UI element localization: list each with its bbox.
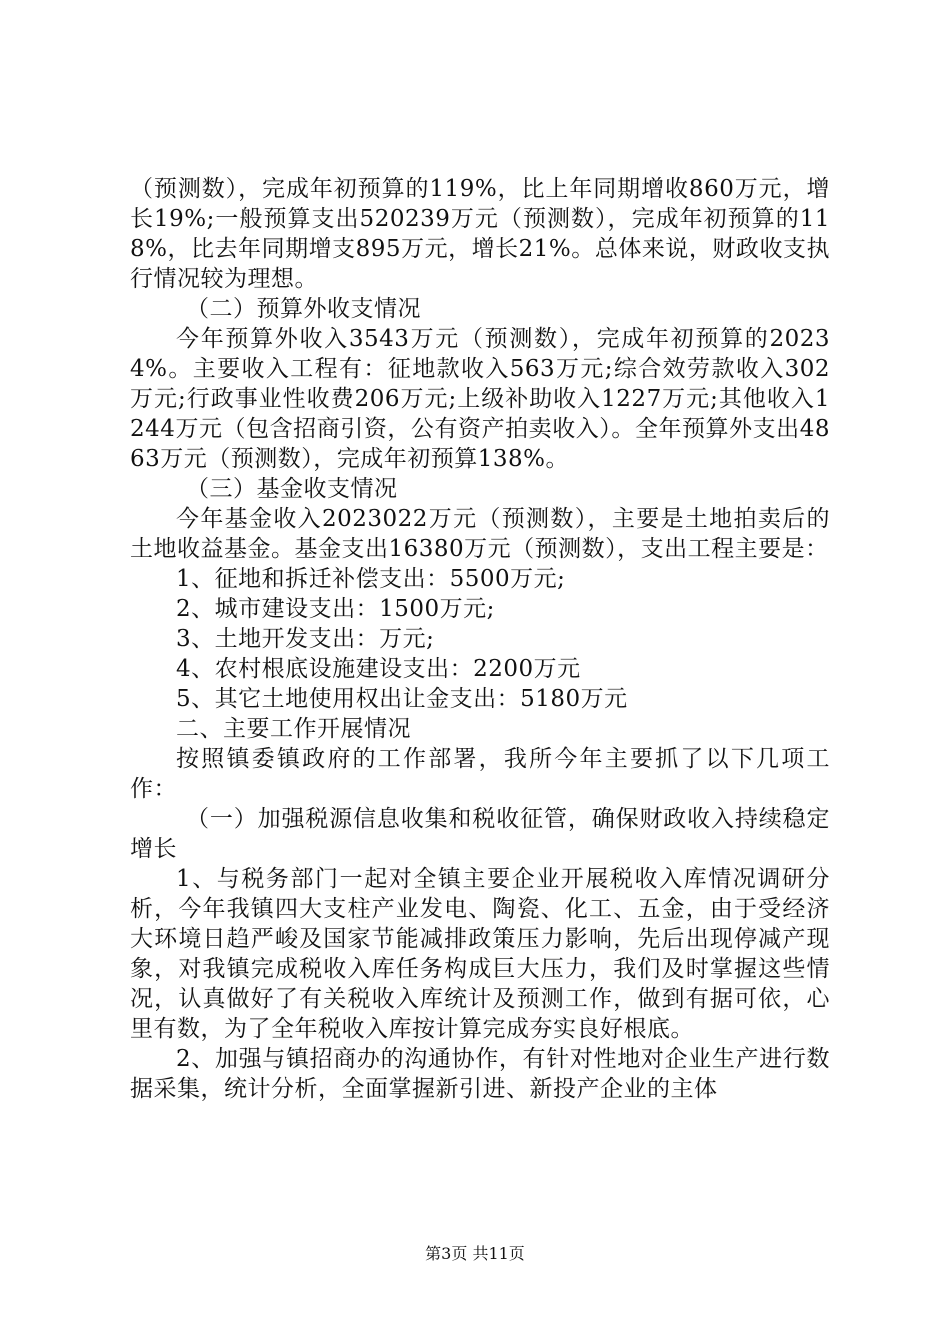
paragraph-work-intro: 按照镇委镇政府的工作部署，我所今年主要抓了以下几项工作：	[130, 746, 830, 802]
list-item-expense-1: 1、征地和拆迁补偿支出：5500万元;	[176, 566, 566, 592]
heading-extra-budget: （二）预算外收支情况	[186, 296, 421, 322]
page-number-footer: 第3页 共11页	[425, 1244, 525, 1263]
paragraph-budget-summary: （预测数），完成年初预算的119%，比上年同期增收860万元，增长19%;一般预算支出520239万元（预测数），完成年初预算的118%，比去年同期增支895万元，增长21%。总体来说，财政收支执行情况较为理想。	[130, 176, 830, 292]
document-body	[130, 174, 830, 1104]
paragraph-extra-budget: 今年预算外收入3543万元（预测数），完成年初预算的20234%。主要收入工程有：征地款收入563万元;综合效劳款收入302万元;行政事业性收费206万元;上级补助收入1227万元;其他收入1244万元（包含招商引资，公有资产拍卖收入）。全年预算外支出4863万元（预测数），完成年初预算138%。	[130, 326, 830, 472]
list-item-expense-2: 2、城市建设支出：1500万元;	[176, 596, 495, 622]
paragraph-tax-research: 1、与税务部门一起对全镇主要企业开展税收入库情况调研分析，今年我镇四大支柱产业发电、陶瓷、化工、五金，由于受经济大环境日趋严峻及国家节能减排政策压力影响，先后出现停减产现象，对我镇完成税收入库任务构成巨大压力，我们及时掌握这些情况，认真做好了有关税收入库统计及预测工作，做到有据可依，心里有数，为了全年税收入库按计算完成夯实良好根底。	[130, 866, 830, 1042]
paragraph-investment-coordination: 2、加强与镇招商办的沟通协作，有针对性地对企业生产进行数据采集，统计分析，全面掌握新引进、新投产企业的主体	[130, 1046, 830, 1102]
list-item-expense-3: 3、土地开发支出：万元;	[176, 626, 435, 652]
list-item-expense-5: 5、其它土地使用权出让金支出：5180万元	[176, 686, 628, 712]
heading-fund: （三）基金收支情况	[186, 476, 398, 502]
paragraph-fund: 今年基金收入2023022万元（预测数），主要是土地拍卖后的土地收益基金。基金支出16380万元（预测数），支出工程主要是：	[130, 506, 830, 562]
list-item-expense-4: 4、农村根底设施建设支出：2200万元	[176, 656, 581, 682]
heading-main-work: 二、主要工作开展情况	[176, 716, 411, 742]
heading-tax-collection: （一）加强税源信息收集和税收征管，确保财政收入持续稳定增长	[130, 806, 830, 862]
